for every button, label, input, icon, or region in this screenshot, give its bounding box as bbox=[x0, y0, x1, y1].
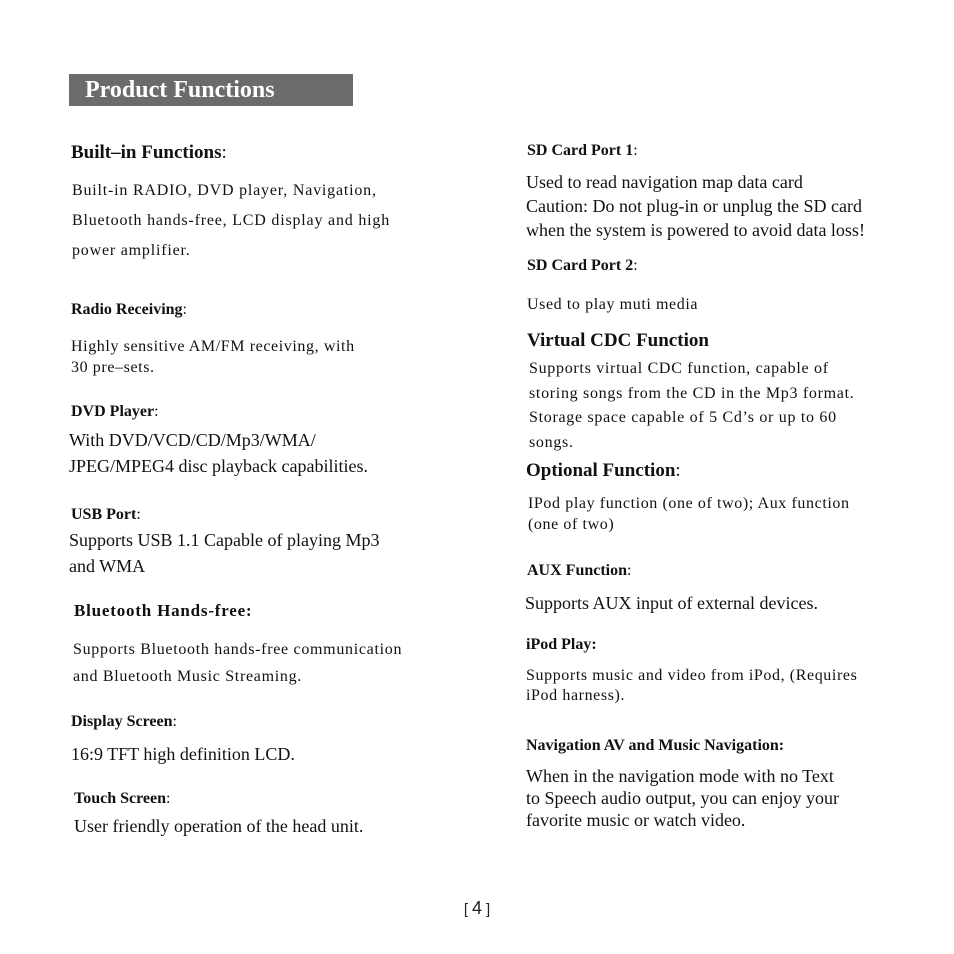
section-body: Used to read navigation map data card Caution: Do not plug-in or unplug the SD card when the system is powered to avoid data loss! bbox=[526, 172, 865, 240]
section-heading: Virtual CDC Function bbox=[527, 330, 709, 351]
section-body: Built-in RADIO, DVD player, Navigation, Bluetooth hands-free, LCD display and high power amplifier. bbox=[72, 182, 390, 259]
section-body: Supports music and video from iPod, (Requires iPod harness). bbox=[526, 667, 858, 704]
section-body: Supports Bluetooth hands-free communication and Bluetooth Music Streaming. bbox=[73, 641, 403, 685]
radio-receiving-section bbox=[71, 301, 187, 319]
display-screen-section bbox=[71, 713, 177, 731]
section-body: Highly sensitive AM/FM receiving, with 30 pre‒sets. bbox=[71, 338, 355, 376]
section-heading: Built‒in Functions: bbox=[71, 142, 227, 163]
section-heading: SD Card Port 1: bbox=[527, 142, 638, 159]
usb-port-section bbox=[71, 506, 141, 524]
section-heading: Touch Screen: bbox=[74, 790, 171, 807]
section-body: Supports USB 1.1 Capable of playing Mp3 and WMA bbox=[69, 530, 380, 576]
navigation-av-section bbox=[526, 737, 784, 755]
sd-card-port-2-section bbox=[527, 257, 638, 275]
optional-function-section bbox=[526, 460, 681, 482]
section-body: Supports AUX input of external devices. bbox=[525, 593, 818, 613]
section-heading: iPod Play: bbox=[526, 636, 597, 653]
builtin-functions-section bbox=[71, 142, 227, 164]
section-body: When in the navigation mode with no Text to Speech audio output, you can enjoy your favorite music or watch video. bbox=[526, 766, 839, 830]
section-body: IPod play function (one of two); Aux function (one of two) bbox=[528, 495, 850, 533]
section-heading: AUX Function: bbox=[527, 562, 632, 579]
dvd-player-section bbox=[71, 403, 159, 421]
page-number: [ 4 ] bbox=[0, 898, 954, 919]
section-heading: SD Card Port 2: bbox=[527, 257, 638, 274]
section-body: Used to play muti media bbox=[527, 296, 699, 313]
touch-screen-section bbox=[74, 790, 170, 808]
section-heading: Optional Function: bbox=[526, 460, 681, 481]
section-heading: Display Screen: bbox=[71, 713, 177, 730]
section-body: Supports virtual CDC function, capable of storing songs from the CD in the Mp3 format. Storage space capable of 5 Cd’s or up to 60 songs. bbox=[529, 360, 855, 451]
virtual-cdc-section bbox=[527, 330, 709, 352]
section-body: 16:9 TFT high definition LCD. bbox=[71, 744, 295, 764]
section-title: Product Functions bbox=[85, 77, 275, 103]
aux-function-section bbox=[527, 562, 631, 580]
section-body: User friendly operation of the head unit. bbox=[74, 816, 364, 836]
section-heading: Navigation AV and Music Navigation: bbox=[526, 737, 785, 754]
section-title-banner bbox=[69, 74, 353, 106]
section-heading: USB Port: bbox=[71, 506, 141, 523]
sd-card-port-1-section bbox=[527, 142, 638, 160]
ipod-play-section bbox=[526, 636, 597, 654]
section-heading: Radio Receiving: bbox=[71, 301, 187, 318]
section-heading: Bluetooth Hands-free: bbox=[74, 601, 253, 620]
bluetooth-section bbox=[74, 601, 252, 621]
section-heading: DVD Player: bbox=[71, 403, 159, 420]
section-body: With DVD/VCD/CD/Mp3/WMA/ JPEG/MPEG4 disc playback capabilities. bbox=[69, 430, 368, 476]
